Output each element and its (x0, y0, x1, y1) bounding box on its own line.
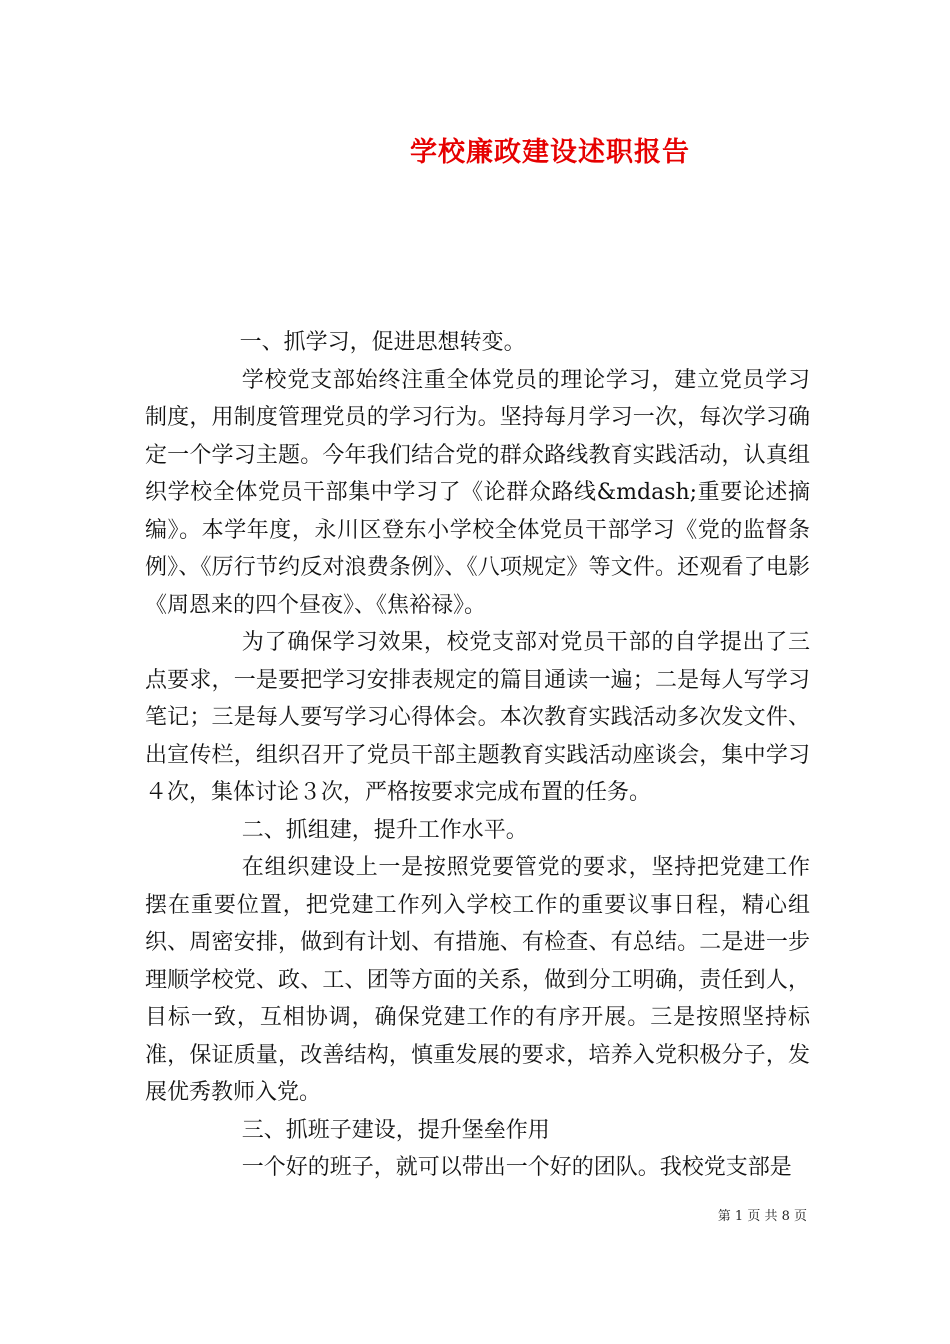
section-heading-2: 二、抓组建，提升工作水平。 (241, 817, 528, 843)
section-heading-3: 三、抓班子建设，提升堡垒作用 (241, 1117, 550, 1143)
document-body (145, 324, 810, 1187)
paragraph-2: 为了确保学习效果，校党支部对党员干部的自学提出了三点要求，一是要把学习安排表规定的篇目通读一遍；二是每人写学习笔记；三是每人要写学习心得体会。本次教育实践活动多次发文件、出宣传栏，组织召开了党员干部主题教育实践活动座谈会，集中学习４次，集体讨论３次，严格按要求完成布置的任务。 (145, 630, 810, 805)
document-title: 学校廉政建设述职报告 (410, 137, 690, 168)
section-heading-1: 一、抓学习，促进思想转变。 (239, 330, 526, 355)
paragraph-3: 在组织建设上一是按照党要管党的要求，坚持把党建工作摆在重要位置，把党建工作列入学校工作的重要议事日程，精心组织、周密安排，做到有计划、有措施、有检查、有总结。二是进一步理顺学校党、政、工、团等方面的关系，做到分工明确，责任到人，目标一致，互相协调，确保党建工作的有序开展。三是按照坚持标准，保证质量，改善结构，慎重发展的要求，培养入党积极分子，发展优秀教师入党。 (145, 855, 810, 1105)
paragraph-4: 一个好的班子，就可以带出一个好的团队。我校党支部是 (241, 1155, 792, 1180)
paragraph-1: 学校党支部始终注重全体党员的理论学习，建立党员学习制度，用制度管理党员的学习行为。坚持每月学习一次，每次学习确定一个学习主题。今年我们结合党的群众路线教育实践活动，认真组织学校全体党员干部集中学习了《论群众路线&mdash;重要论述摘编》。本学年度，永川区登东小学校全体党员干部学习《党的监督条例》、《厉行节约反对浪费条例》、《八项规定》等文件。还观看了电影《周恩来的四个昼夜》、《焦裕禄》。 (145, 367, 810, 618)
page-number-footer: 第 1 页 共 8 页 (717, 1209, 807, 1224)
